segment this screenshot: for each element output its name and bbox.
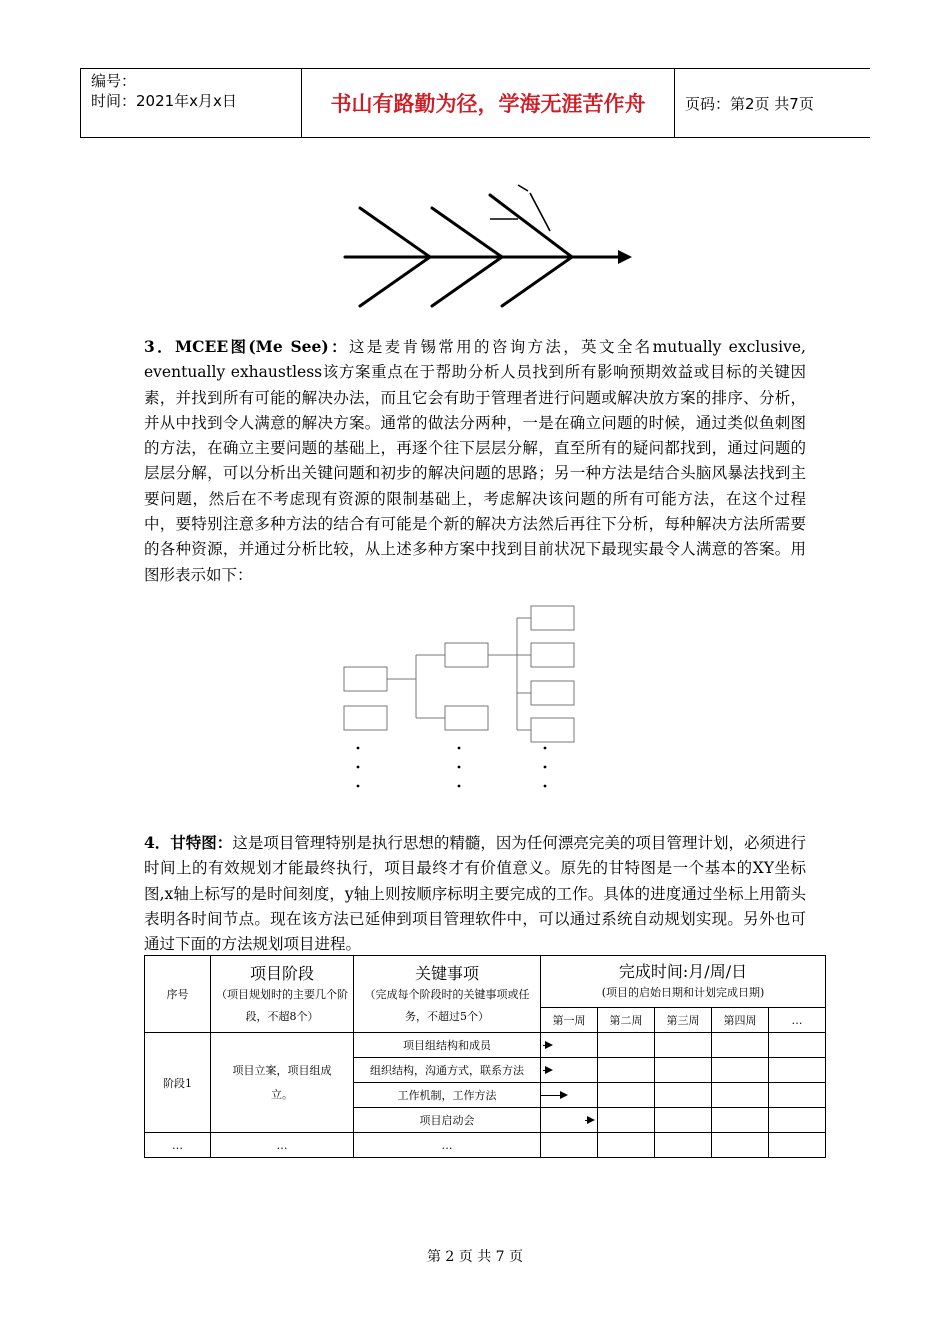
gantt-cell xyxy=(769,1108,826,1133)
section3-body: 这是麦肯锡常用的咨询方法，英文全名mutually exclusive, eventually exhaustless该方案重点在于帮助分析人员找到所有影响预期效益或目标的关键因素，并找到所有可能的解决办法，而且它会有助于管理者进行问题或解决放方案的排序、分析，并从中找到令人满意的解决方案。通常的做法分两种，一是在确立问题的时候，通过类似鱼刺图的方法，在确立主要问题的基础上，再逐个往下层层分解，直至所有的疑问都找到，通过问题的层层分解，可以分析出关键问题和初步的解决问题的思路；另一种方法是结合头脑风暴法找到主要问题，然后在不考虑现有资源的限制基础上，考虑解决该问题的所有可能方法，在这个过程中，要特别注意多种方法的结合有可能是个新的解决方法然后再往下分析，每种解决方法所需要的各种资源，并通过分析比较，从上述多种方案中找到目前状况下最现实最令人满意的答案。用图形表示如下： xyxy=(144,338,806,584)
tree-box xyxy=(344,706,387,730)
fishbone-bone xyxy=(490,195,572,257)
gantt-cell xyxy=(541,1058,598,1083)
section4-paragraph xyxy=(144,830,806,957)
tree-box xyxy=(344,667,387,691)
gantt-cell xyxy=(712,1033,769,1058)
section3-title: 3．MCEE图(Me See)： xyxy=(144,337,349,356)
gantt-cell xyxy=(655,1108,712,1133)
header-page-label: 页码：第2页 共7页 xyxy=(685,94,814,113)
tree-box xyxy=(531,718,574,742)
fishbone-bone xyxy=(360,257,430,306)
section3-paragraph xyxy=(144,334,806,588)
tree-box xyxy=(531,681,574,705)
page-footer: 第 2 页 共 7 页 xyxy=(426,1249,524,1265)
col-time-note: (项目的启始日期和计划完成日期) xyxy=(601,986,765,999)
gantt-cell xyxy=(712,1083,769,1108)
fishbone-diagram xyxy=(330,175,650,315)
milestone-arrow xyxy=(541,1095,566,1096)
tree-box xyxy=(445,706,488,730)
week-header: 第四周 xyxy=(712,1008,769,1033)
stage1-seq: 阶段1 xyxy=(145,1033,211,1133)
week-header: 第一周 xyxy=(541,1008,598,1033)
fishbone-bone xyxy=(360,208,430,257)
gantt-cell xyxy=(712,1133,769,1158)
col-stage-title: 项目阶段 xyxy=(249,963,314,983)
task-cell: 项目启动会 xyxy=(354,1108,541,1133)
gantt-cell xyxy=(769,1033,826,1058)
header-meta xyxy=(80,69,302,137)
fishbone-bone xyxy=(432,208,502,257)
tree-box xyxy=(445,643,488,667)
mcee-tree-diagram xyxy=(340,600,585,800)
col-time-header xyxy=(541,956,826,1008)
col-stage-header xyxy=(211,956,354,1033)
week-header: … xyxy=(769,1008,826,1033)
section4-title: 4．甘特图： xyxy=(144,833,233,852)
gantt-cell xyxy=(598,1033,655,1058)
milestone-arrow xyxy=(543,1045,551,1046)
milestone-arrow xyxy=(585,1120,593,1121)
fishbone-bone xyxy=(502,257,572,306)
gantt-cell xyxy=(598,1058,655,1083)
stage1-name: 项目立案，项目组成立。 xyxy=(211,1033,354,1133)
col-time-title: 完成时间:月/周/日 xyxy=(618,962,748,981)
task-cell: 项目组结构和成员 xyxy=(354,1033,541,1058)
tree-box xyxy=(531,606,574,630)
col-seq-header: 序号 xyxy=(145,956,211,1033)
week-header: 第三周 xyxy=(655,1008,712,1033)
ellipsis-cell: … xyxy=(211,1133,354,1158)
gantt-cell xyxy=(655,1033,712,1058)
ellipsis-cell: … xyxy=(354,1133,541,1158)
gantt-cell xyxy=(712,1058,769,1083)
number-label: 编号： xyxy=(91,72,137,90)
gantt-cell xyxy=(541,1108,598,1133)
gantt-cell xyxy=(541,1033,598,1058)
fishbone-minor-bone xyxy=(518,185,528,191)
gantt-cell xyxy=(769,1083,826,1108)
gantt-cell xyxy=(541,1083,598,1108)
gantt-cell xyxy=(598,1083,655,1108)
gantt-cell xyxy=(769,1133,826,1158)
gantt-cell xyxy=(712,1108,769,1133)
section4-body: 这是项目管理特别是执行思想的精髓，因为任何漂亮完美的项目管理计划，必须进行时间上的有效规划才能最终执行，项目最终才有价值意义。原先的甘特图是一个基本的XY坐标图,x轴上标写的是时间刻度，y轴上则按顺序标明主要完成的工作。具体的进度通过坐标上用箭头表明各时间节点。现在该方法已延伸到项目管理软件中，可以通过系统自动规划实现。另外也可通过下面的方法规划项目进程。 xyxy=(144,834,806,954)
fishbone-arrowhead xyxy=(618,250,632,264)
tree-box xyxy=(531,643,574,667)
gantt-cell xyxy=(655,1058,712,1083)
task-cell: 组织结构，沟通方式，联系方法 xyxy=(354,1058,541,1083)
page-header xyxy=(80,68,870,138)
ellipsis-cell: … xyxy=(145,1133,211,1158)
week-header: 第二周 xyxy=(598,1008,655,1033)
header-motto: 书山有路勤为径，学海无涯苦作舟 xyxy=(302,69,675,137)
milestone-arrow xyxy=(543,1070,551,1071)
col-key-header xyxy=(354,956,541,1033)
time-label: 时间：2021年x月x日 xyxy=(91,92,237,110)
col-key-title: 关键事项 xyxy=(414,963,479,983)
col-stage-note: （项目规划时的主要几个阶段，不超8个） xyxy=(216,987,348,1023)
gantt-cell xyxy=(598,1108,655,1133)
gantt-cell xyxy=(655,1083,712,1108)
gantt-cell xyxy=(655,1133,712,1158)
gantt-table xyxy=(144,955,826,1158)
gantt-cell xyxy=(769,1058,826,1083)
col-key-note: （完成每个阶段时的关键事项或任务，不超过5个） xyxy=(364,987,530,1023)
fishbone-minor-bone xyxy=(530,193,550,231)
task-cell: 工作机制，工作方法 xyxy=(354,1083,541,1108)
fishbone-bone xyxy=(432,257,502,306)
gantt-cell xyxy=(598,1133,655,1158)
gantt-cell xyxy=(541,1133,598,1158)
